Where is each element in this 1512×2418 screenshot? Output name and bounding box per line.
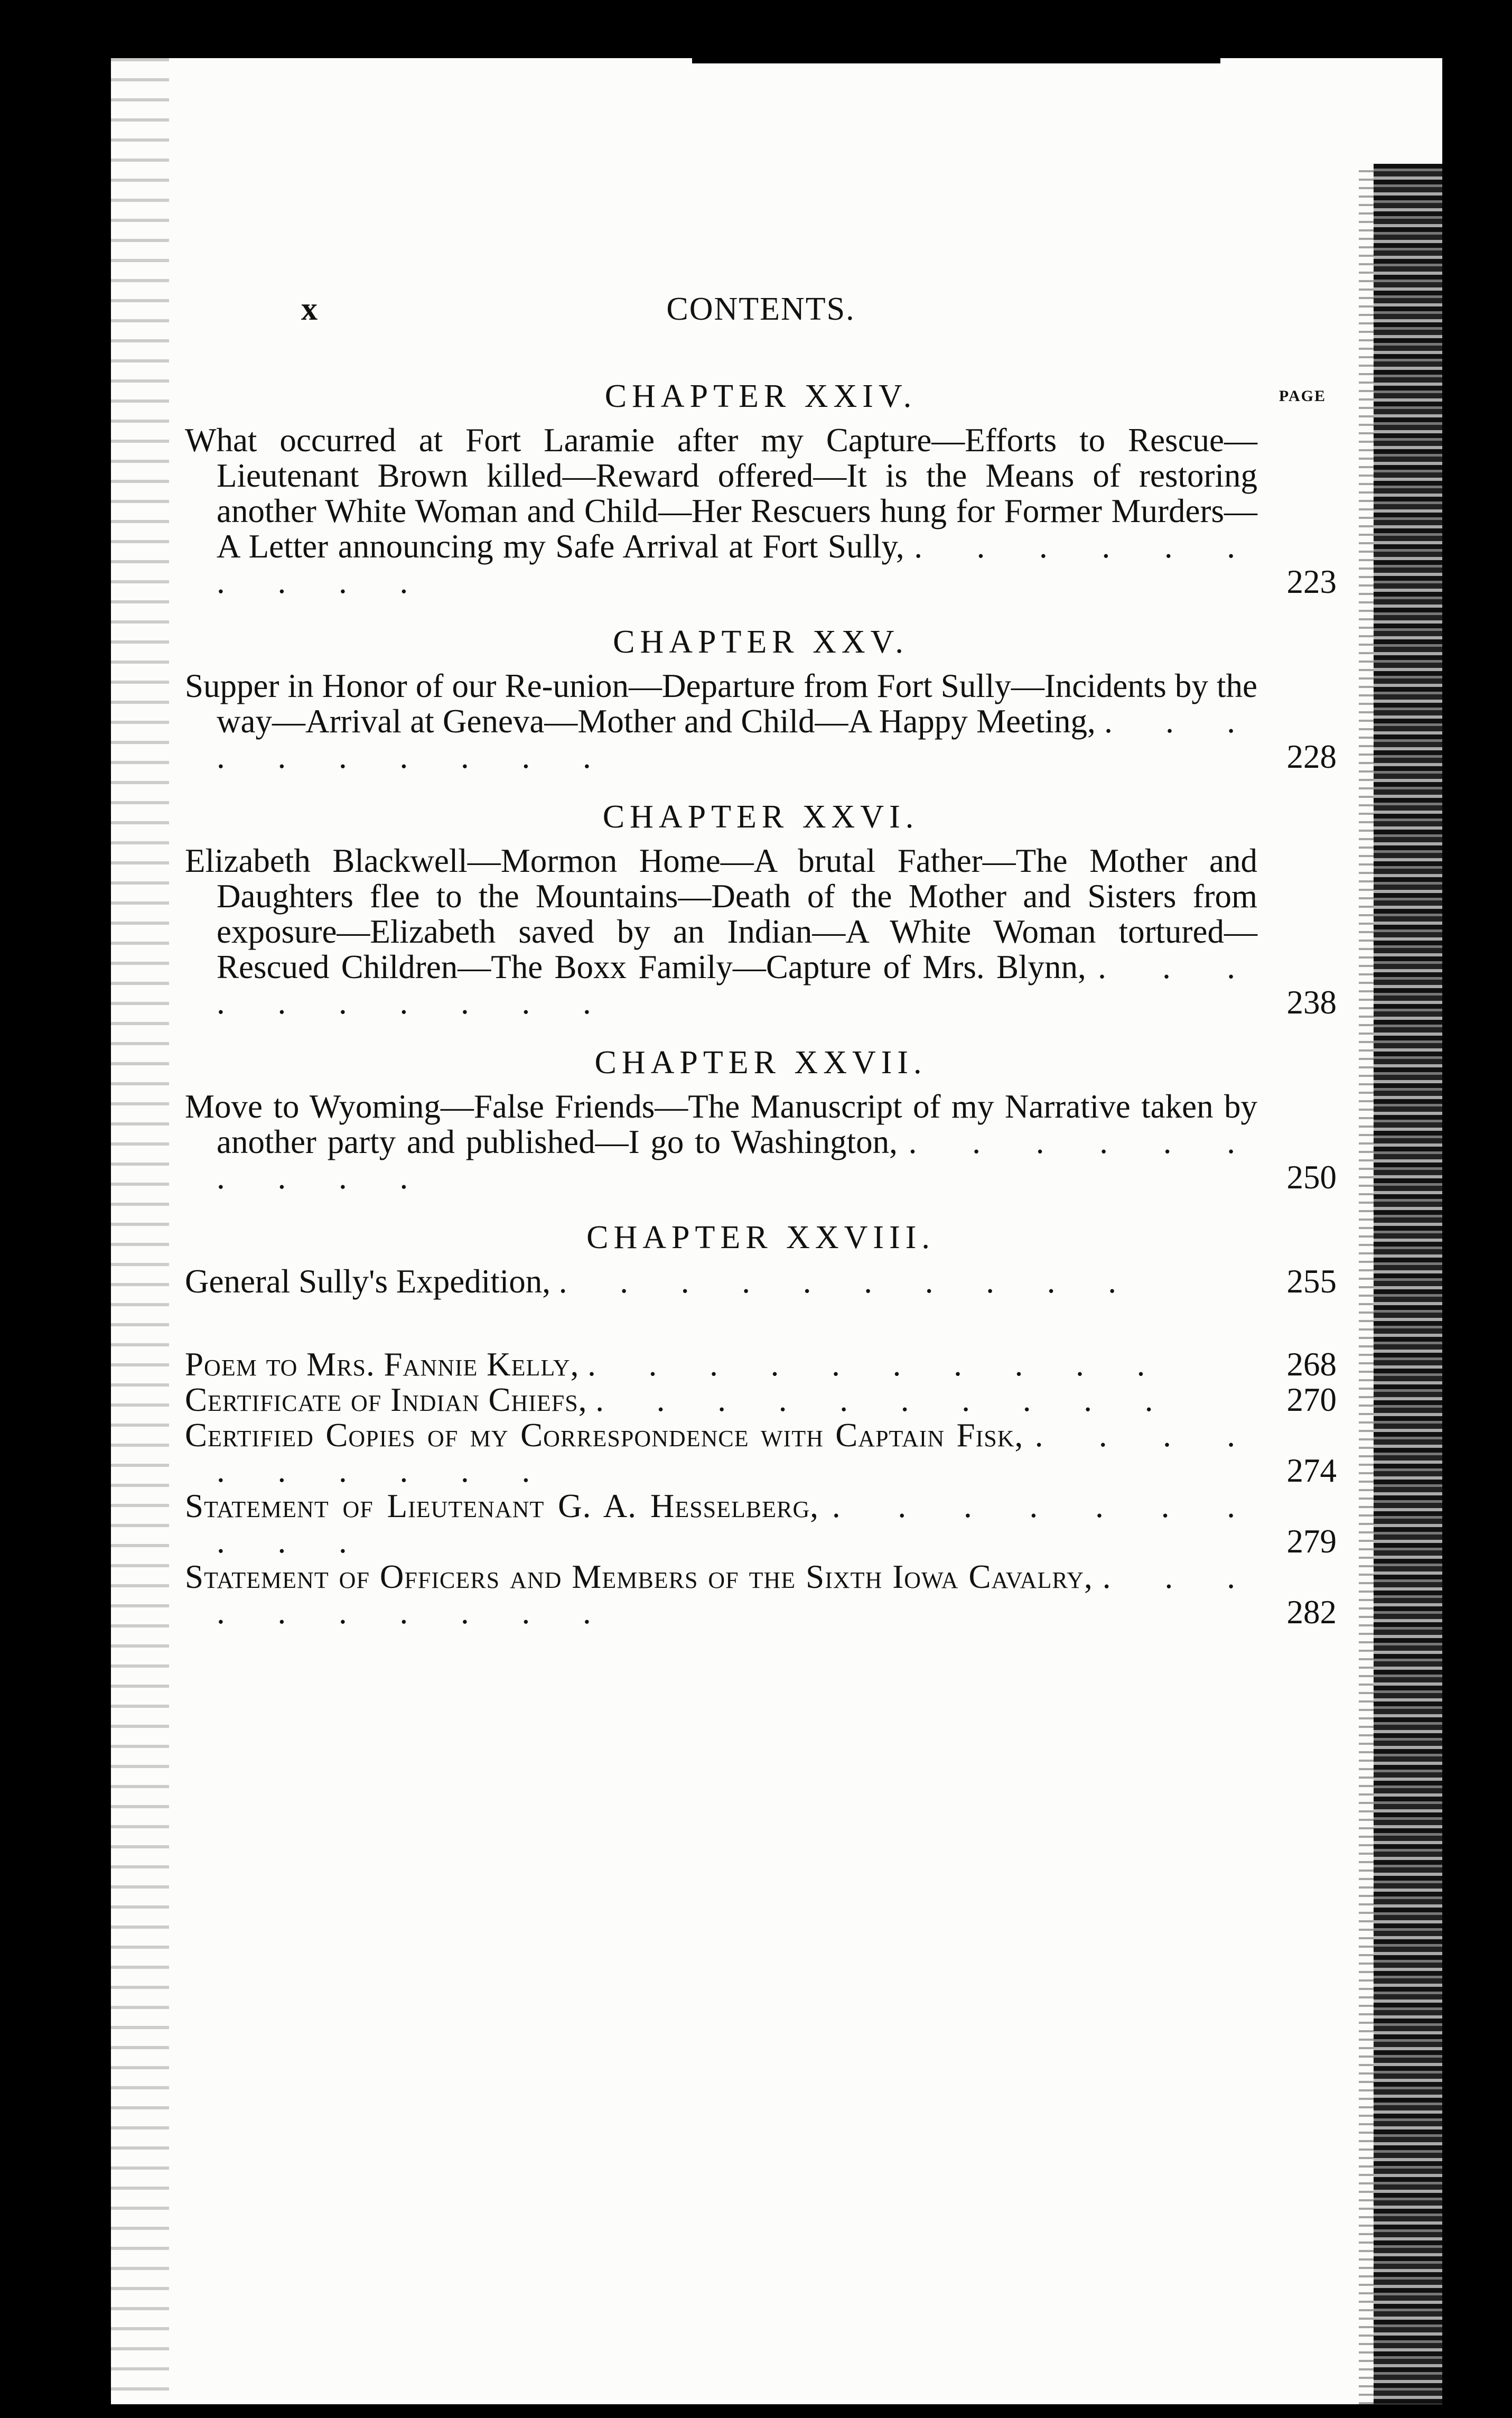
chapter-summary: General Sully's Expedition, [185, 1263, 550, 1300]
leader-dots: . . . . . . . . . . [558, 1263, 1138, 1300]
appendix-title: Poem to Mrs. Fannie Kelly, [185, 1346, 580, 1383]
appendix-entry[interactable] [185, 1489, 1337, 1559]
appendix-title: Statement of Lieutenant G. A. Hesselberg, [185, 1487, 819, 1524]
chapter-heading-text: CHAPTER XXV. [613, 624, 909, 660]
chapter-entry[interactable] [185, 843, 1337, 1020]
scan-top-edge [692, 58, 1220, 63]
leader-dots: . . . . . . . . . . [587, 1346, 1168, 1383]
chapter-heading-text: CHAPTER XXIV. [604, 378, 917, 414]
chapter-summary: Move to Wyoming—False Friends—The Manuscript of my Narrative taken by another party and published—I go to Washington, [185, 1088, 1257, 1160]
chapter-entry[interactable] [185, 1264, 1337, 1299]
page-column-label: PAGE [1278, 387, 1326, 405]
page-number: 282 [1286, 1594, 1337, 1631]
chapter-heading-text: CHAPTER XXVII. [594, 1045, 927, 1081]
chapter-heading [185, 1211, 1337, 1264]
leader-dots: . . . . . . . . . . [217, 1417, 1257, 1489]
leader-dots: . . . . . . . . . . [217, 528, 1258, 600]
page-number: 228 [1286, 738, 1337, 775]
page-number: 223 [1286, 563, 1337, 600]
appendix-entry[interactable] [185, 1418, 1337, 1489]
chapter-heading [185, 1036, 1337, 1089]
chapter-entry[interactable] [185, 1089, 1337, 1195]
appendix-entry[interactable] [185, 1559, 1337, 1630]
page-number: 279 [1286, 1523, 1337, 1560]
page-folio: x [301, 291, 319, 327]
chapter-summary: What occurred at Fort Laramie after my Capture—Efforts to Rescue—Lieutenant Brown killed—Reward offered—It is the Means of restoring another White Woman and Child—Her Rescuers hung for Former Murders—A Letter announcing my Safe Arrival at Fort Sully, [185, 422, 1257, 565]
leader-dots: . . . . . . . . . . [217, 703, 1257, 775]
leader-dots: . . . . . . . . . . [595, 1381, 1175, 1418]
page-fore-edge-shadow [1359, 164, 1374, 2404]
running-head [185, 280, 1337, 333]
appendix-title: Certified Copies of my Correspondence with Captain Fisk, [185, 1417, 1024, 1454]
page-number: 274 [1286, 1452, 1337, 1489]
page-gutter [111, 58, 169, 2404]
leader-dots: . . . . . . . . . . [217, 1558, 1258, 1631]
chapter-summary: Supper in Honor of our Re-union—Departure from Fort Sully—Incidents by the way—Arrival at Geneva—Mother and Child—A Happy Meeting, [185, 667, 1257, 740]
leader-dots: . . . . . . . . . . [217, 1487, 1258, 1560]
contents-page [185, 280, 1337, 1630]
page-number: 268 [1286, 1346, 1337, 1383]
leader-dots: . . . . . . . . . . [217, 948, 1257, 1021]
page-number: 270 [1286, 1381, 1337, 1418]
appendix-entry[interactable] [185, 1347, 1337, 1382]
appendix-title: Certificate of Indian Chiefs, [185, 1381, 587, 1418]
chapter-summary: Elizabeth Blackwell—Mormon Home—A brutal Father—The Mother and Daughters flee to the Mountains—Death of the Mother and Sisters from exposure—Elizabeth saved by an Indian—A White Woman tortured—Rescued Children—The Boxx Family—Capture of Mrs. Blynn, [185, 842, 1257, 985]
page-number: 238 [1286, 984, 1337, 1021]
chapter-heading [185, 370, 1337, 423]
page-number: 250 [1286, 1159, 1337, 1196]
chapter-entry[interactable] [185, 423, 1337, 600]
page-number: 255 [1286, 1263, 1337, 1300]
chapter-entry[interactable] [185, 668, 1337, 775]
leader-dots: . . . . . . . . . . [217, 1123, 1257, 1196]
chapter-heading [185, 790, 1337, 843]
chapter-heading-text: CHAPTER XXVI. [602, 799, 919, 835]
chapter-heading-text: CHAPTER XXVIII. [586, 1220, 935, 1256]
page-fore-edge [1374, 164, 1442, 2404]
appendix-title: Statement of Officers and Members of the Sixth Iowa Cavalry, [185, 1558, 1093, 1595]
chapter-heading [185, 616, 1337, 668]
page-title: CONTENTS. [666, 291, 855, 327]
appendix-entry[interactable] [185, 1382, 1337, 1418]
